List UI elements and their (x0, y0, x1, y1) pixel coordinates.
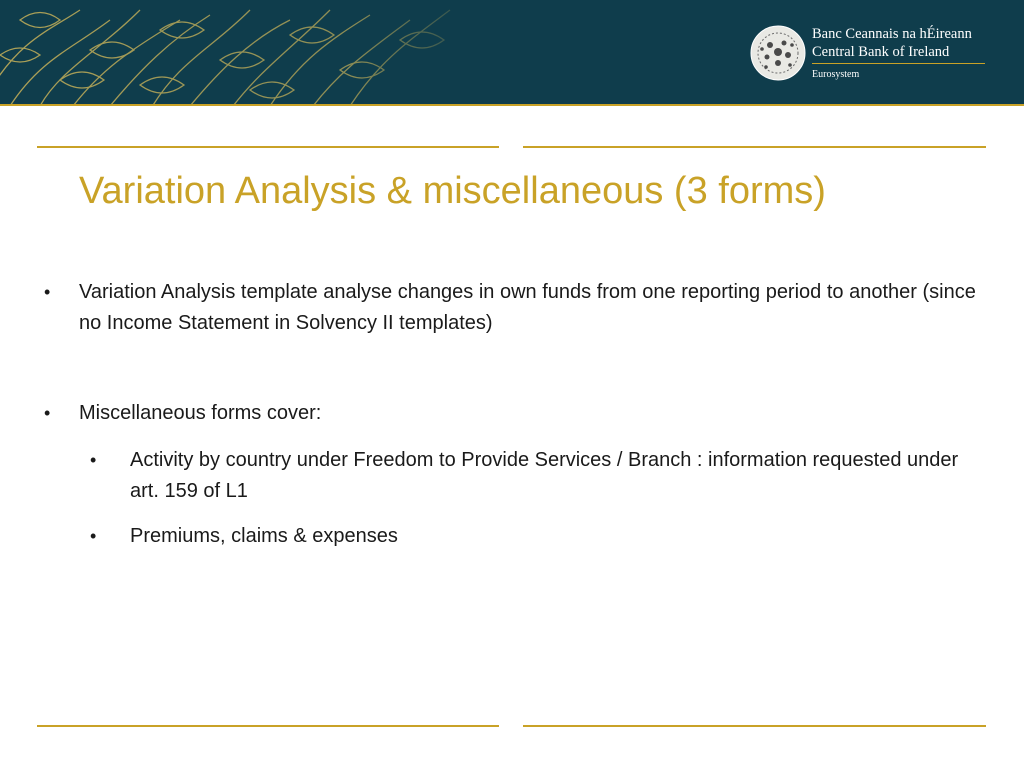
bullet-marker: • (90, 526, 97, 546)
sub-bullet-premiums-claims (90, 521, 960, 552)
top-left-rule (37, 146, 499, 148)
banner-bottom-rule (0, 104, 1024, 106)
leaf-pattern-decoration (0, 0, 500, 106)
bullet-text: Premiums, claims & expenses (130, 525, 398, 547)
top-right-rule (523, 146, 986, 148)
header-banner (0, 0, 1024, 106)
bullet-variation-analysis (44, 277, 979, 339)
bullet-text: Variation Analysis template analyse changes in own funds from one reporting period to another (since no Income Statement in Solvency II templates) (79, 281, 976, 334)
bottom-right-rule (523, 725, 986, 727)
central-bank-brand (750, 22, 1000, 86)
sub-bullet-activity-by-country (90, 445, 960, 507)
bullet-text: Activity by country under Freedom to Provide Services / Branch : information requested under art. 159 of L1 (130, 449, 959, 502)
bottom-left-rule (37, 725, 499, 727)
brand-eurosystem: Eurosystem (812, 69, 860, 80)
bullet-miscellaneous-forms (44, 398, 979, 429)
bullet-marker: • (44, 282, 51, 302)
harp-seal-icon (750, 25, 806, 81)
slide-title: Variation Analysis & miscellaneous (3 forms) (79, 170, 826, 212)
brand-name-english: Central Bank of Ireland (812, 44, 950, 60)
bullet-marker: • (90, 450, 97, 470)
brand-name-irish: Banc Ceannais na hÉireann (812, 26, 972, 42)
bullet-text: Miscellaneous forms cover: (79, 402, 322, 424)
bullet-marker: • (44, 403, 51, 423)
brand-divider (812, 63, 985, 64)
